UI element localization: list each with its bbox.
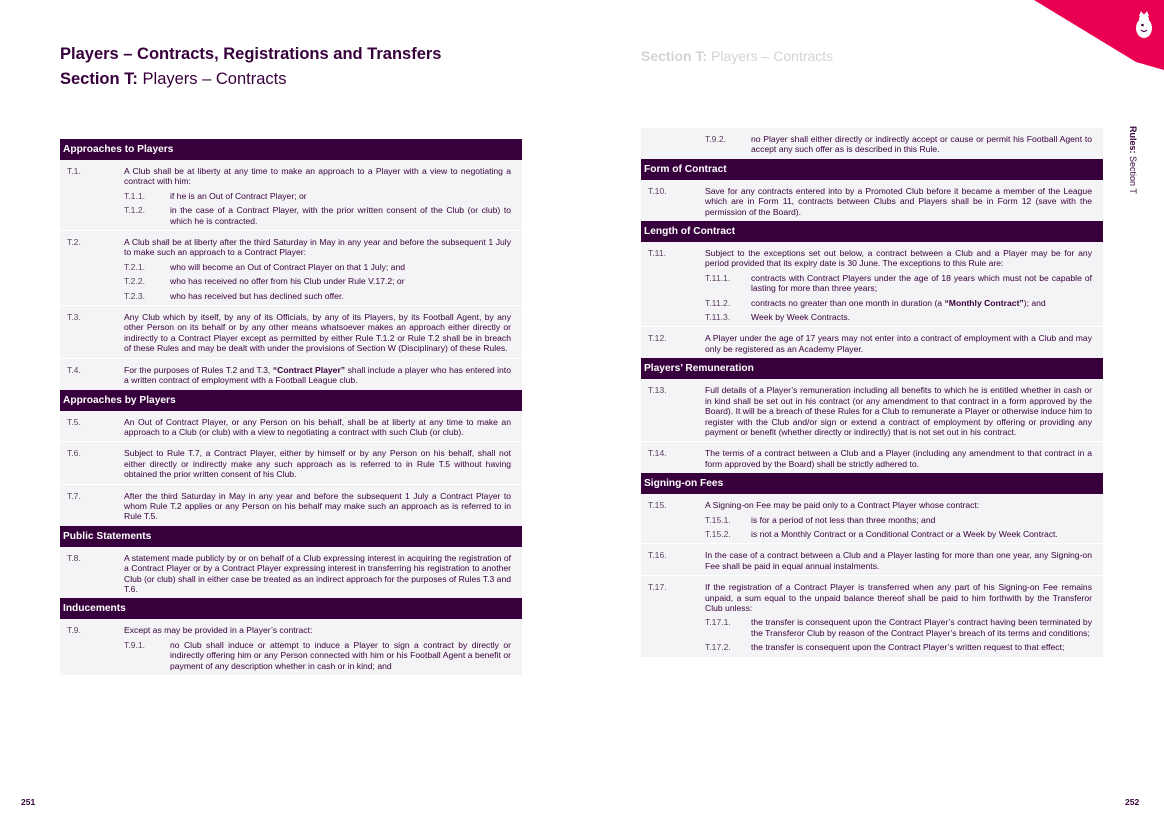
rule-body <box>705 550 1092 571</box>
rule-text: A statement made publicly by or on behalf of a Club expressing interest in acquiring the registration of a Contract Player or by a Contract Player expressing interest in transferring his registration to another Club (or club) shall in either case be treated as an indirect approach for the purposes of Rules T.3 and T.6. <box>124 552 511 594</box>
sub-rule-text: is for a period of not less than three months; and <box>751 514 936 525</box>
sub-rule-number: T.9.2. <box>705 134 727 144</box>
rule-text: Except as may be provided in a Player’s contract: <box>124 625 313 636</box>
sub-rule <box>705 529 1092 539</box>
section-block <box>641 242 1103 358</box>
section-heading: Approaches by Players <box>60 390 522 411</box>
side-label-bold: Rules: <box>1128 126 1138 154</box>
rule-body <box>124 417 511 438</box>
sub-rule-text: who has received but has declined such offer. <box>170 290 344 301</box>
rule-text: An Out of Contract Player, or any Person on his behalf, shall be at liberty at any time to make an approach to a Club (or club) with a view to negotiating a contract with such Club (or club). <box>124 416 511 437</box>
rule-body <box>705 448 1092 469</box>
sub-rule-text: if he is an Out of Contract Player; or <box>170 190 307 201</box>
sub-rule <box>124 640 511 671</box>
rule-number: T.1. <box>67 166 81 176</box>
rule-text: Subject to Rule T.7, a Contract Player, either by himself or by any Person on his behalf, shall not either directly or indirectly make any such approach as is referred to in Rule T.5 without having obtained the prior written consent of his Club. <box>124 448 511 480</box>
sub-rule <box>705 134 1092 155</box>
right-rules-column <box>641 128 1103 657</box>
sub-rule <box>124 191 511 201</box>
sub-rule <box>124 291 511 301</box>
rule-number: T.8. <box>67 552 81 563</box>
rule-text: After the third Saturday in May in any year and before the subsequent 1 July a Contract Player to whom Rule T.2 applies or any Person on his behalf may make such an approach as is referred to in Rule T.5. <box>124 490 511 522</box>
rule-text: If the registration of a Contract Player is transferred when any part of his Signing-on Fee remains unpaid, a sum equal to the unpaid balance thereof shall be paid to him forthwith by the Transferor Club unless: <box>705 582 1092 613</box>
sub-rule-number: T.2.1. <box>124 261 146 272</box>
sub-rule <box>705 273 1092 294</box>
section-heading: Players’ Remuneration <box>641 358 1103 379</box>
rule-item <box>60 547 522 599</box>
page-number-left: 251 <box>21 797 36 807</box>
rule-item <box>641 242 1103 327</box>
section-block <box>60 411 522 526</box>
sub-rule <box>124 262 511 272</box>
rule-item <box>60 485 522 526</box>
rule-body <box>705 582 1092 652</box>
sub-rule <box>705 515 1092 525</box>
rule-text: In the case of a contract between a Club and a Player lasting for more than one year, any Signing-on Fee shall be paid in equal annual instalments. <box>705 550 1092 571</box>
rule-item <box>641 327 1103 358</box>
text-segment: contracts no greater than one month in duration (a <box>751 297 945 308</box>
sub-rule <box>124 205 511 226</box>
rule-body <box>124 237 511 301</box>
rule-number: T.17. <box>648 582 667 593</box>
sub-rule-number: T.2.2. <box>124 276 146 287</box>
continuation-block <box>641 128 1103 159</box>
sub-rule-text: who has received no offer from his Club under Rule V.17.2; or <box>170 276 405 287</box>
running-header-prefix: Section T: <box>641 48 708 64</box>
rule-item <box>641 442 1103 473</box>
rule-item <box>60 619 522 675</box>
section-block <box>60 160 522 390</box>
sub-rule-text: who will become an Out of Contract Player on that 1 July; and <box>170 261 406 272</box>
rule-number: T.14. <box>648 448 667 459</box>
rule-item <box>60 306 522 359</box>
sub-rule-number: T.1.2. <box>124 205 146 216</box>
side-section-label <box>1128 126 1138 194</box>
running-header-name: Players – Contracts <box>707 48 834 64</box>
rule-body <box>124 491 511 522</box>
rule-body <box>705 385 1092 437</box>
section-subtitle <box>60 70 287 89</box>
rule-item <box>60 411 522 443</box>
section-heading: Signing-on Fees <box>641 473 1103 494</box>
rule-text: Any Club which by itself, by any of its Officials, by any of its Players, by its Football Agent, by any other Person on its behalf or by any other means whatsoever makes an approach either directly or indirectly to a Contract Player except as permitted by either Rule T.1.2 or Rule T.2 shall be in breach of these Rules and may be dealt with under the provisions of Section W (Disciplinary) of these Rules. <box>124 312 511 354</box>
rule-body <box>705 186 1092 217</box>
sub-rule-number: T.9.1. <box>124 639 146 650</box>
sub-rule-number: T.2.3. <box>124 290 146 301</box>
side-label-rest: Section T <box>1128 153 1138 194</box>
rule-number: T.11. <box>648 248 666 259</box>
sub-rule-number: T.17.1. <box>705 617 731 628</box>
defined-term: “Monthly Contract” <box>944 297 1024 308</box>
sub-rule-number: T.11.3. <box>705 312 731 323</box>
text-segment: For the purposes of Rules T.2 and T.3, <box>124 364 273 375</box>
text-segment: shall include a player who has entered into a written contract of employment with a Football League club. <box>124 364 511 386</box>
rule-number: T.6. <box>67 448 81 459</box>
right-page <box>582 0 1164 826</box>
rule-item <box>60 160 522 231</box>
rule-number: T.9. <box>67 625 81 636</box>
sub-rule <box>705 312 1092 322</box>
sub-rule-text: Week by Week Contracts. <box>751 312 851 323</box>
section-heading: Public Statements <box>60 526 522 547</box>
rule-item <box>60 231 522 306</box>
rule-text <box>124 365 511 386</box>
section-heading: Inducements <box>60 598 522 619</box>
defined-term: “Contract Player” <box>272 364 346 375</box>
section-block <box>641 494 1103 656</box>
rule-body <box>705 248 1092 322</box>
section-prefix: Section T: <box>60 70 138 88</box>
rule-body <box>124 553 511 595</box>
rule-text: The terms of a contract between a Club and a Player (including any amendment to that contract in a form approved by the Board) shall be strictly adhered to. <box>705 448 1092 469</box>
section-block <box>641 180 1103 221</box>
corner-logo-banner <box>1014 0 1164 70</box>
rule-body <box>124 448 511 479</box>
rule-number: T.3. <box>67 312 81 323</box>
section-heading: Approaches to Players <box>60 139 522 160</box>
section-block <box>60 547 522 599</box>
rule-text: Save for any contracts entered into by a Promoted Club before it became a member of the League which are in Form 11, contracts between Clubs and Players shall be in Form 12 (save with the permission of the Board). <box>705 185 1092 217</box>
rule-number: T.12. <box>648 333 667 344</box>
rule-body <box>124 166 511 226</box>
document-title: Players – Contracts, Registrations and Transfers <box>60 45 442 63</box>
section-heading: Form of Contract <box>641 159 1103 180</box>
section-block <box>641 379 1103 473</box>
sub-rule <box>705 298 1092 308</box>
rule-body <box>705 500 1092 539</box>
rule-text: A Club shall be at liberty at any time to make an approach to a Player with a view to negotiating a contract with him: <box>124 166 511 187</box>
page-number-right: 252 <box>1125 797 1140 807</box>
sub-rule-text: no Player shall either directly or indirectly accept or cause or permit his Football Agent to accept any such offer as is described in this Rule. <box>751 134 1092 155</box>
running-header <box>641 48 833 64</box>
rule-item <box>641 576 1103 656</box>
rule-body <box>124 312 511 354</box>
rule-item <box>641 544 1103 576</box>
sub-rule-text: contracts with Contract Players under the age of 18 years which must not be capable of lasting for more than three years; <box>751 272 1092 294</box>
rule-number: T.13. <box>648 385 667 396</box>
sub-rule <box>705 617 1092 638</box>
sub-rule-number: T.15.2. <box>705 528 731 539</box>
sub-rule <box>124 276 511 286</box>
rule-body <box>705 333 1092 354</box>
sub-rule-number: T.17.2. <box>705 642 731 653</box>
rule-number: T.15. <box>648 500 667 511</box>
section-block <box>60 619 522 675</box>
sub-rule-text: is not a Monthly Contract or a Conditional Contract or a Week by Week Contract. <box>751 528 1058 539</box>
text-segment: ); and <box>1023 297 1046 308</box>
sub-rule-text <box>751 298 1092 308</box>
rule-text: A Signing-on Fee may be paid only to a Contract Player whose contract: <box>705 500 980 511</box>
rule-number: T.5. <box>67 416 81 427</box>
rule-continuation <box>641 128 1103 159</box>
rule-item <box>60 442 522 484</box>
rule-item <box>641 494 1103 544</box>
rule-item <box>641 180 1103 221</box>
sub-rule-number: T.1.1. <box>124 190 146 201</box>
sub-rule-text: the transfer is consequent upon the Contract Player’s written request to that effect; <box>751 642 1065 653</box>
sub-rule-number: T.11.2. <box>705 297 731 308</box>
rule-body <box>124 625 511 671</box>
rule-number: T.2. <box>67 237 81 248</box>
sub-rule <box>705 642 1092 652</box>
rule-item <box>60 359 522 390</box>
sub-rule-text: no Club shall induce or attempt to induce a Player to sign a contract by directly or indirectly offering him or any Person connected with him or his Football Agent a benefit or payment of any description whether in cash or in kind; and <box>170 639 511 671</box>
rule-text: A Club shall be at liberty after the third Saturday in May in any year and before the subsequent 1 July to make such an approach to a Contract Player: <box>124 237 511 258</box>
rule-text: Subject to the exceptions set out below, a contract between a Club and a Player may be for any period provided that its expiry date is 30 June. The exceptions to this Rule are: <box>705 248 1092 269</box>
sub-rule-number: T.11.1. <box>705 272 731 283</box>
section-heading: Length of Contract <box>641 221 1103 242</box>
sub-rule-number: T.15.1. <box>705 514 731 525</box>
rule-number: T.16. <box>648 550 667 561</box>
sub-rule-text: the transfer is consequent upon the Contract Player’s contract having been terminated by the Transferor Club by reason of the Contract Player’s breach of its terms and conditions; <box>751 617 1092 638</box>
sub-rule-text: in the case of a Contract Player, with the prior written consent of the Club (or club) to which he is contracted. <box>170 205 511 226</box>
section-name: Players – Contracts <box>137 70 287 88</box>
rule-number: T.4. <box>67 364 81 375</box>
rule-number: T.7. <box>67 490 81 501</box>
left-rules-column <box>60 139 522 675</box>
rule-item <box>641 379 1103 442</box>
rule-body <box>124 365 511 386</box>
rule-number: T.10. <box>648 185 667 196</box>
rule-text: A Player under the age of 17 years may not enter into a contract of employment with a Club and may only be registered as an Academy Player. <box>705 333 1092 354</box>
rule-text: Full details of a Player’s remuneration including all benefits to which he is entitled whether in cash or in kind shall be set out in his contract (or any amendment to that contract in a form approved by the Board). It will be a breach of these Rules for a Club to remunerate a Player or otherwise induce him to register with the Club and/or sign or extend a contract of employment by offering or providing any payment or benefit (whether directly or indirectly) that is not set out in his contract. <box>705 385 1092 437</box>
